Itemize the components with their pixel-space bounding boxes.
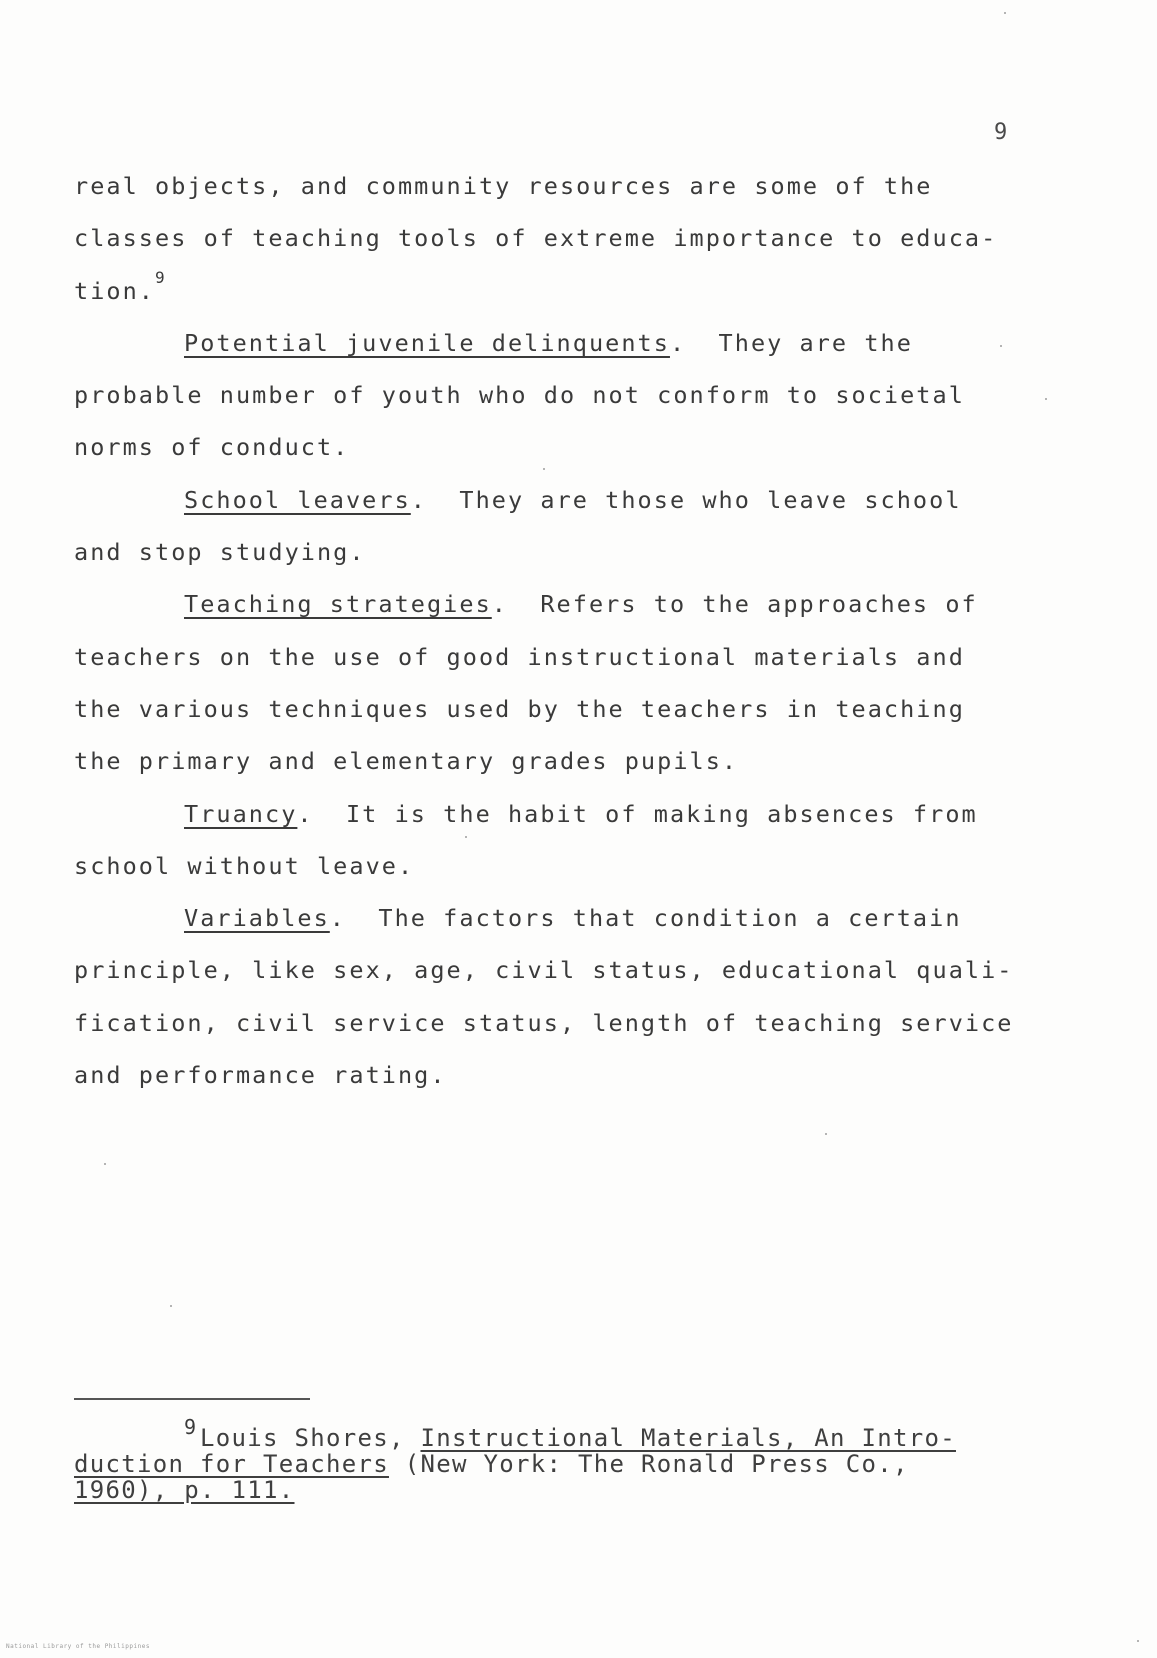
footnote-divider — [74, 1398, 310, 1400]
text-line: principle, like sex, age, civil status, educational quali- — [74, 956, 1014, 985]
text-line: the various techniques used by the teachers in teaching — [74, 694, 965, 723]
footnote-line — [74, 1477, 1074, 1503]
definition-line — [74, 578, 1014, 630]
footnote-line — [74, 1425, 1074, 1451]
definition-text: . They are those who leave school — [410, 485, 962, 514]
text-line: probable number of youth who do not conform to societal — [74, 381, 965, 410]
definition-text: . Refers to the approaches of — [491, 590, 978, 619]
definition-term: Truancy — [184, 799, 298, 828]
definition-line — [74, 474, 1014, 526]
text-line: norms of conduct. — [74, 433, 350, 462]
body-text — [74, 160, 1014, 1101]
footnote-author: Louis Shores, — [200, 1424, 421, 1452]
scan-edge-note: National Library of the Philippines — [6, 1643, 150, 1650]
scan-speck — [104, 1163, 106, 1165]
definition-line — [74, 317, 1014, 369]
scan-speck — [170, 1305, 172, 1307]
footnote-number: 9 — [184, 1415, 197, 1439]
text-line: fication, civil service status, length of teaching service — [74, 1008, 1014, 1037]
definition-term: Variables — [184, 904, 330, 933]
scan-speck — [543, 468, 545, 470]
footnote-year-page: 1960), p. 111. — [74, 1476, 295, 1504]
definition-line — [74, 892, 1014, 944]
definition-term: Potential juvenile delinquents — [184, 328, 670, 357]
text-line-content: tion. — [74, 276, 155, 305]
scan-speck — [1137, 1640, 1139, 1642]
text-line: real objects, and community resources are some of the — [74, 172, 933, 200]
text-line: teachers on the use of good instructional materials and — [74, 642, 965, 671]
text-line — [74, 265, 1014, 317]
definition-text: . The factors that condition a certain — [329, 904, 962, 933]
scan-speck — [825, 1133, 827, 1135]
scan-speck — [1004, 12, 1006, 14]
text-line: school without leave. — [74, 851, 415, 880]
text-line: the primary and elementary grades pupils. — [74, 747, 739, 776]
definition-term: School leavers — [184, 485, 411, 514]
footnote-publisher: (New York: The Ronald Press Co., — [388, 1450, 909, 1478]
text-line: and performance rating. — [74, 1061, 447, 1090]
scan-speck — [465, 836, 467, 838]
text-line: and stop studying. — [74, 538, 366, 567]
footnote-title: duction for Teachers — [74, 1450, 389, 1478]
page-number: 9 — [994, 120, 1008, 145]
definition-line — [74, 788, 1014, 840]
footnote — [74, 1415, 1074, 1504]
definition-text: . They are the — [669, 328, 913, 357]
definition-text: . It is the habit of making absences from — [297, 799, 978, 828]
footnote-line — [74, 1451, 1074, 1477]
scan-speck — [1000, 345, 1002, 347]
text-line: classes of teaching tools of extreme importance to educa- — [74, 224, 998, 253]
definition-term: Teaching strategies — [184, 590, 492, 619]
scan-speck — [1045, 398, 1047, 400]
footnote-title: Instructional Materials, An Intro- — [420, 1424, 956, 1452]
footnote-reference: 9 — [155, 267, 165, 287]
